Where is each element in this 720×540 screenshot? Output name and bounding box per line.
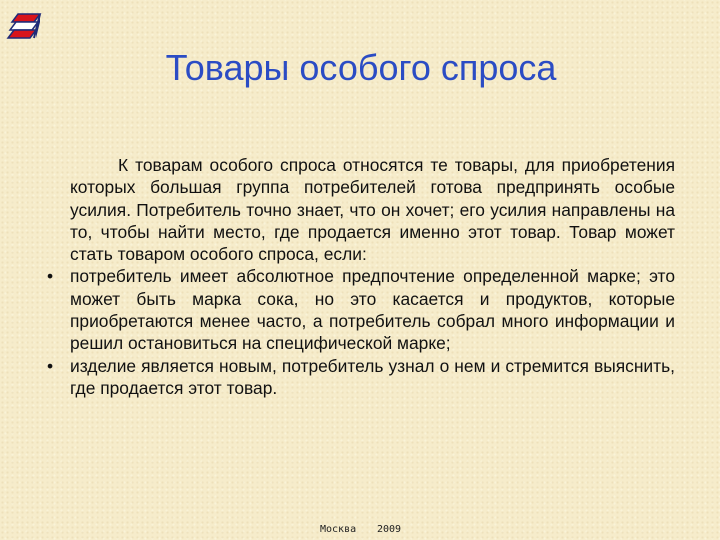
bullet-item-2 [30,355,675,400]
slide-footer [0,520,720,536]
intro-text: К товарам особого спроса относятся те товары, для приобретения которых большая группа потребителей готова предпринять особые усилия. Потребитель точно знает, что он хочет; его усилия направлены на то, чтобы найти место, где продается именно этот товар. Товар может стать товаром особого спроса, если: [70,155,675,265]
bullet-text: изделие является новым, потребитель узнал о нем и стремится выяснить, где продается этот товар. [70,355,675,398]
bullet-marker: • [46,266,54,287]
footer-city: Москва [320,524,357,535]
footer-year: 2009 [377,524,402,535]
bullet-text: потребитель имеет абсолютное предпочтение определенной марке; это может быть марка сока, но это касается и продуктов, которые приобретаются менее часто, а потребитель собрал много информации и решил остановиться на специфической марке; [70,266,675,354]
slide-title: Товары особого спроса [165,47,557,88]
logo-icon [6,10,44,44]
slide-body [30,154,675,399]
bullet-item-1 [30,265,675,354]
intro-paragraph [30,154,675,265]
bullet-marker: • [46,355,54,376]
